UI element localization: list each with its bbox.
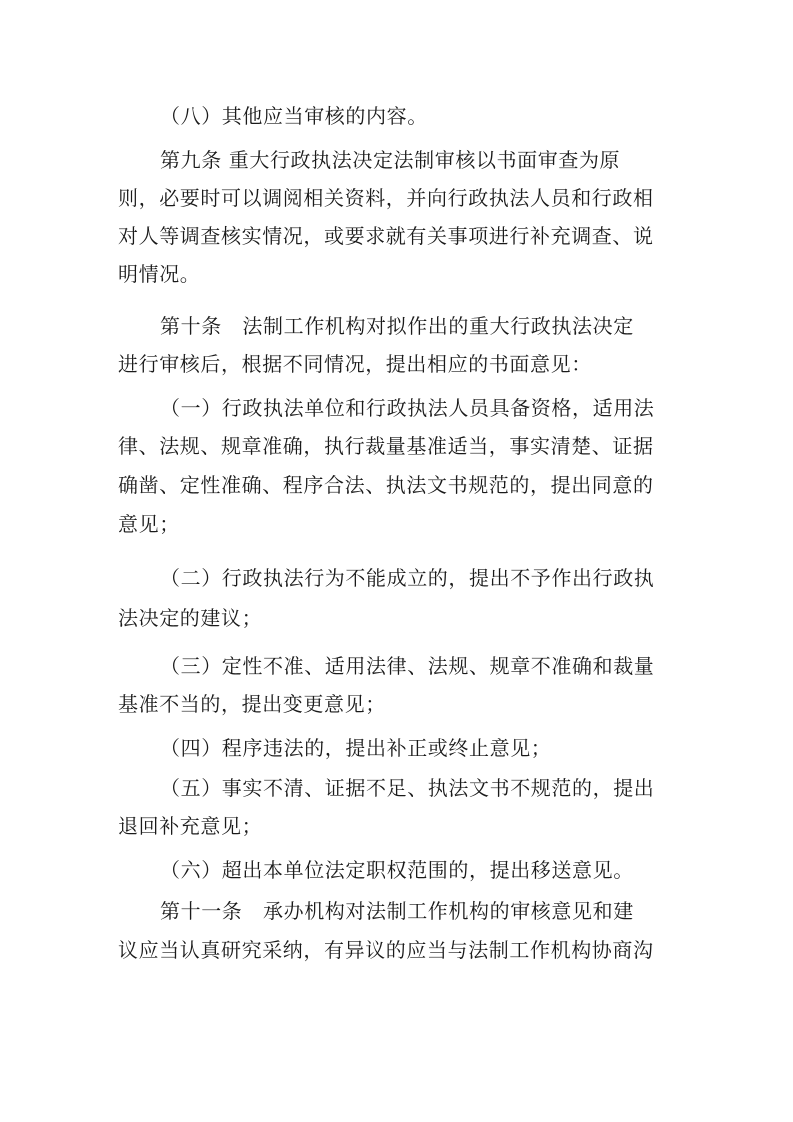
paragraph-line: 基准不当的，提出变更意见；	[118, 692, 386, 716]
paragraph-line: 明情况。	[118, 262, 201, 286]
paragraph-line: 法决定的建议；	[118, 606, 263, 630]
paragraph-line: （三）定性不准、适用法律、法规、规章不准确和裁量	[160, 654, 655, 678]
paragraph-line: 第十条 法制工作机构对拟作出的重大行政执法决定	[160, 314, 634, 338]
paragraph-line: 第十一条 承办机构对法制工作机构的审核意见和建	[160, 899, 634, 923]
paragraph-line: （五）事实不清、证据不足、执法文书不规范的，提出	[160, 776, 655, 800]
paragraph-line: （二）行政执法行为不能成立的，提出不予作出行政执	[160, 566, 655, 590]
paragraph-line: 则，必要时可以调阅相关资料，并向行政执法人员和行政相	[118, 186, 654, 210]
paragraph-line: 退回补充意见；	[118, 814, 263, 838]
paragraph-line: （八）其他应当审核的内容。	[160, 104, 428, 128]
paragraph-line: 律、法规、规章准确，执行裁量基准适当，事实清楚、证据	[118, 434, 654, 458]
paragraph-line: 意见；	[118, 512, 180, 536]
paragraph-line: （六）超出本单位法定职权范围的，提出移送意见。	[160, 858, 634, 882]
paragraph-line: （四）程序违法的，提出补正或终止意见；	[160, 736, 552, 760]
paragraph-line: 议应当认真研究采纳，有异议的应当与法制工作机构协商沟	[118, 938, 654, 962]
paragraph-line: 进行审核后，根据不同情况，提出相应的书面意见：	[118, 352, 592, 376]
paragraph-line: （一）行政执法单位和行政执法人员具备资格，适用法	[160, 396, 655, 420]
paragraph-line: 第九条 重大行政执法决定法制审核以书面审查为原	[160, 148, 621, 172]
paragraph-line: 确凿、定性准确、程序合法、执法文书规范的，提出同意的	[118, 473, 654, 497]
paragraph-line: 对人等调查核实情况，或要求就有关事项进行补充调查、说	[118, 224, 654, 248]
